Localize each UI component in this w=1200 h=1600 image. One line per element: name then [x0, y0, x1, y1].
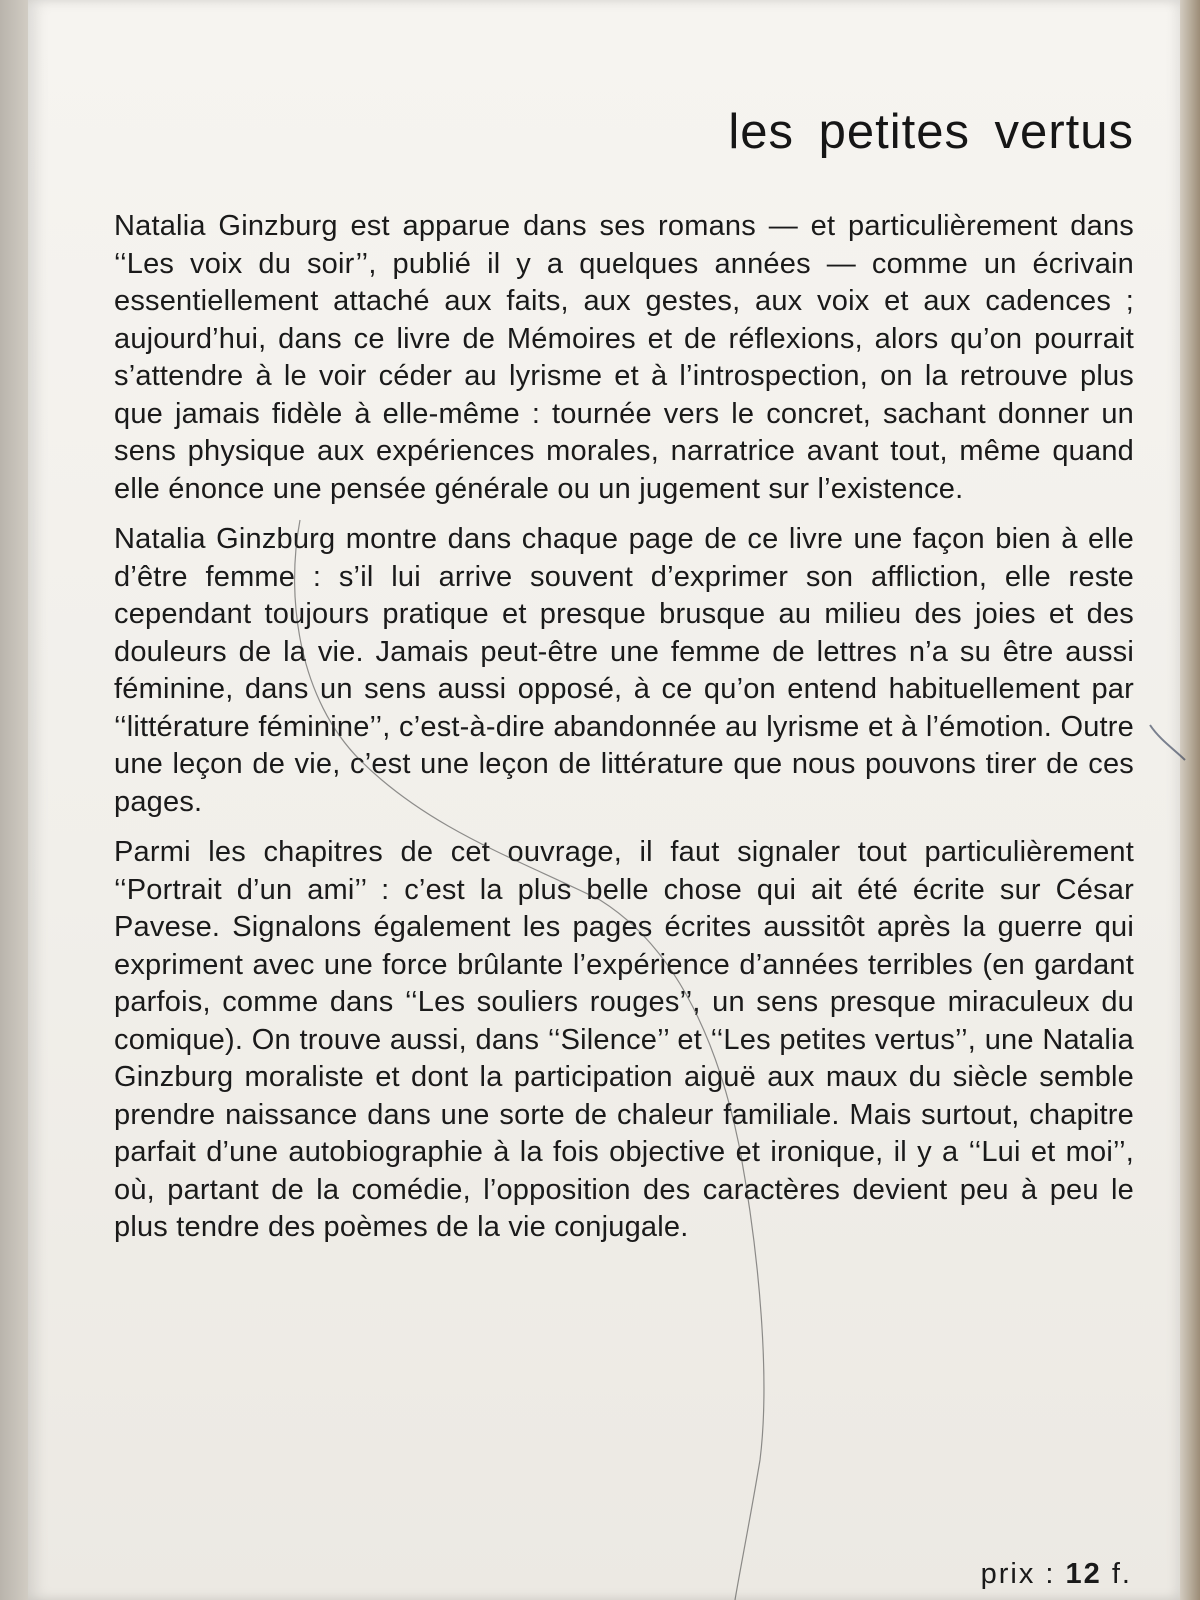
price-line	[981, 1558, 1132, 1591]
blurb-paragraph-3: Parmi les chapitres de cet ouvrage, il faut signaler tout particulièrement ‘‘Portrait d’un ami’’ : c’est la plus belle chose qui ait été écrite sur César Pavese. Signalons également les pages écrites aussitôt après la guerre qui expriment avec une force brûlante l’expérience d’années terribles (en gardant parfois, comme dans ‘‘Les souliers rouges’’, un sens presque miraculeux du comique). On trouve aussi, dans ‘‘Silence’’ et ‘‘Les petites vertus’’, une Natalia Ginzburg moraliste et dont la participation aiguë aux maux du siècle semble prendre naissance dans une sorte de chaleur familiale. Mais surtout, chapitre parfait d’une autobiographie à la fois objective et ironique, il y a ‘‘Lui et moi’’, où, partant de la comédie, l’opposition des caractères devient peu à peu le plus tendre des poèmes de la vie conjugale.	[114, 836, 1134, 1243]
blurb-paragraph-1: Natalia Ginzburg est apparue dans ses romans — et particulièrement dans ‘‘Les voix du soir’’, publié il y a quelques années — comme un écrivain essentiellement attaché aux faits, aux gestes, aux voix et aux cadences ; aujourd’hui, dans ce livre de Mémoires et de réflexions, alors qu’on pourrait s’attendre à le voir céder au lyrisme et à l’introspection, on la retrouve plus que jamais fidèle à elle-même : tournée vers le concret, sachant donner un sens physique aux expériences morales, narratrice avant tout, même quand elle énonce une pensée générale ou un jugement sur l’existence.	[114, 210, 1134, 505]
blurb-text	[114, 208, 1134, 1260]
book-title: les petites vertus	[728, 105, 1134, 159]
price-label: prix :	[980, 1558, 1056, 1590]
blurb-paragraph-2: Natalia Ginzburg montre dans chaque page de ce livre une façon bien à elle d’être femme : s’il lui arrive souvent d’exprimer son affliction, elle reste cependant toujours pratique et presque brusque au milieu des joies et des douleurs de la vie. Jamais peut-être une femme de lettres n’a su être aussi féminine, dans un sens aussi opposé, à ce qu’on entend habituellement par ‘‘littérature féminine’’, c’est-à-dire abandonnée au lyrisme et à l’émotion. Outre une leçon de vie, c’est une leçon de littérature que nous pouvons tirer de ces pages.	[114, 523, 1134, 818]
table-surface-right	[1178, 0, 1200, 1600]
price-unit: f.	[1111, 1558, 1132, 1590]
price-amount: 12	[1065, 1558, 1102, 1590]
